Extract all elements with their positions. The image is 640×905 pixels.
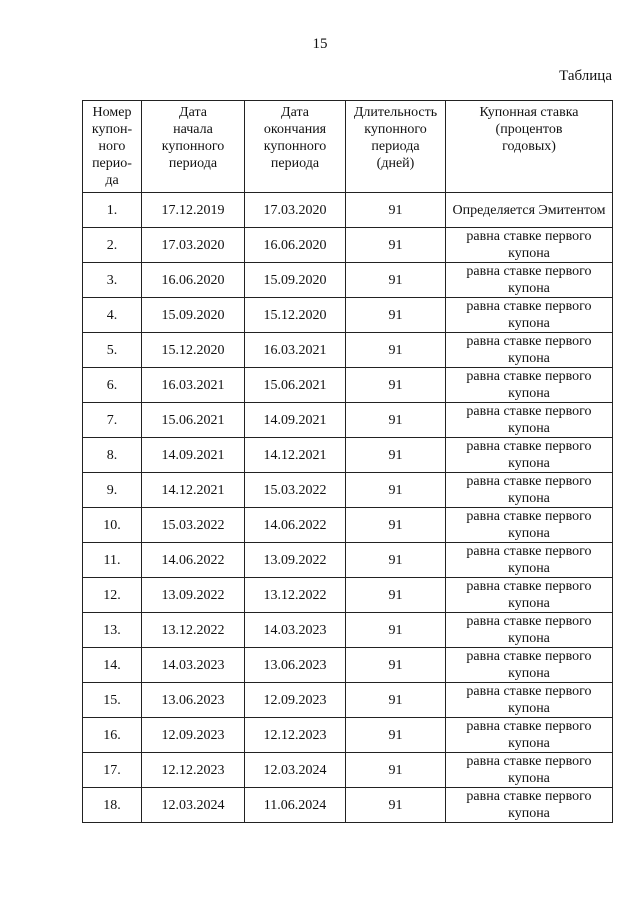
cell-end-date: 15.03.2022 [245,473,346,508]
cell-duration: 91 [346,613,446,648]
table-row [83,298,613,333]
cell-coupon-number: 3. [83,263,142,298]
cell-coupon-rate: равна ставке первого купона [446,578,613,613]
cell-duration: 91 [346,753,446,788]
cell-start-date: 12.03.2024 [142,788,245,823]
cell-coupon-number: 2. [83,228,142,263]
cell-end-date: 13.12.2022 [245,578,346,613]
cell-duration: 91 [346,718,446,753]
header-coupon-rate: Купонная ставка (процентов годовых) [446,101,613,193]
cell-coupon-rate: равна ставке первого купона [446,333,613,368]
cell-coupon-number: 5. [83,333,142,368]
cell-start-date: 17.03.2020 [142,228,245,263]
cell-coupon-rate: равна ставке первого купона [446,683,613,718]
cell-duration: 91 [346,683,446,718]
cell-coupon-rate: равна ставке первого купона [446,228,613,263]
cell-coupon-number: 17. [83,753,142,788]
cell-coupon-rate: равна ставке первого купона [446,543,613,578]
cell-duration: 91 [346,368,446,403]
cell-end-date: 12.09.2023 [245,683,346,718]
cell-end-date: 11.06.2024 [245,788,346,823]
header-duration: Длительность купонного периода (дней) [346,101,446,193]
cell-start-date: 14.03.2023 [142,648,245,683]
header-start-date: Дата начала купонного периода [142,101,245,193]
cell-coupon-rate: равна ставке первого купона [446,263,613,298]
cell-coupon-number: 12. [83,578,142,613]
table-row [83,788,613,823]
header-coupon-number: Номер купон- ного перио- да [83,101,142,193]
page-number: 15 [312,36,328,52]
cell-coupon-rate: равна ставке первого купона [446,718,613,753]
cell-duration: 91 [346,263,446,298]
table-row [83,613,613,648]
cell-end-date: 12.03.2024 [245,753,346,788]
table-row [83,473,613,508]
cell-end-date: 15.09.2020 [245,263,346,298]
cell-coupon-number: 16. [83,718,142,753]
cell-end-date: 14.06.2022 [245,508,346,543]
table-row [83,438,613,473]
cell-coupon-number: 9. [83,473,142,508]
cell-end-date: 14.09.2021 [245,403,346,438]
cell-duration: 91 [346,228,446,263]
cell-coupon-rate: равна ставке первого купона [446,508,613,543]
cell-coupon-number: 1. [83,193,142,228]
table-row [83,683,613,718]
table-caption: Таблица [559,68,612,84]
cell-start-date: 12.09.2023 [142,718,245,753]
cell-coupon-number: 15. [83,683,142,718]
cell-start-date: 15.12.2020 [142,333,245,368]
cell-start-date: 12.12.2023 [142,753,245,788]
cell-coupon-number: 13. [83,613,142,648]
cell-duration: 91 [346,403,446,438]
table-row [83,508,613,543]
cell-coupon-number: 10. [83,508,142,543]
cell-duration: 91 [346,648,446,683]
table-row [83,368,613,403]
cell-start-date: 16.03.2021 [142,368,245,403]
cell-coupon-rate: равна ставке первого купона [446,298,613,333]
table-row [83,648,613,683]
cell-end-date: 13.09.2022 [245,543,346,578]
cell-coupon-rate: равна ставке первого купона [446,403,613,438]
cell-start-date: 15.09.2020 [142,298,245,333]
cell-coupon-rate: Определяется Эмитентом [446,193,613,228]
table-row [83,263,613,298]
cell-coupon-rate: равна ставке первого купона [446,753,613,788]
cell-end-date: 15.06.2021 [245,368,346,403]
cell-coupon-rate: равна ставке первого купона [446,613,613,648]
cell-coupon-rate: равна ставке первого купона [446,438,613,473]
table-header-row [83,101,613,193]
cell-start-date: 14.12.2021 [142,473,245,508]
cell-start-date: 15.03.2022 [142,508,245,543]
coupon-schedule-table [82,100,613,823]
cell-coupon-number: 14. [83,648,142,683]
cell-start-date: 13.12.2022 [142,613,245,648]
cell-start-date: 14.09.2021 [142,438,245,473]
cell-end-date: 16.06.2020 [245,228,346,263]
cell-duration: 91 [346,543,446,578]
table-row [83,403,613,438]
cell-start-date: 16.06.2020 [142,263,245,298]
cell-coupon-number: 11. [83,543,142,578]
cell-coupon-number: 7. [83,403,142,438]
cell-duration: 91 [346,508,446,543]
cell-end-date: 13.06.2023 [245,648,346,683]
table-row [83,718,613,753]
table-row [83,333,613,368]
cell-coupon-rate: равна ставке первого купона [446,473,613,508]
cell-duration: 91 [346,438,446,473]
cell-end-date: 14.03.2023 [245,613,346,648]
cell-duration: 91 [346,333,446,368]
cell-start-date: 13.09.2022 [142,578,245,613]
cell-duration: 91 [346,298,446,333]
cell-duration: 91 [346,473,446,508]
cell-end-date: 15.12.2020 [245,298,346,333]
cell-duration: 91 [346,578,446,613]
table-row [83,543,613,578]
cell-duration: 91 [346,788,446,823]
table-body [83,193,613,823]
cell-end-date: 14.12.2021 [245,438,346,473]
cell-end-date: 12.12.2023 [245,718,346,753]
table-row [83,753,613,788]
cell-duration: 91 [346,193,446,228]
header-end-date: Дата окончания купонного периода [245,101,346,193]
table-row [83,228,613,263]
cell-coupon-rate: равна ставке первого купона [446,648,613,683]
cell-end-date: 16.03.2021 [245,333,346,368]
cell-start-date: 17.12.2019 [142,193,245,228]
cell-coupon-rate: равна ставке первого купона [446,788,613,823]
table-row [83,578,613,613]
cell-coupon-number: 8. [83,438,142,473]
cell-start-date: 15.06.2021 [142,403,245,438]
cell-start-date: 14.06.2022 [142,543,245,578]
table-row [83,193,613,228]
cell-coupon-number: 4. [83,298,142,333]
cell-start-date: 13.06.2023 [142,683,245,718]
cell-end-date: 17.03.2020 [245,193,346,228]
cell-coupon-rate: равна ставке первого купона [446,368,613,403]
cell-coupon-number: 6. [83,368,142,403]
cell-coupon-number: 18. [83,788,142,823]
